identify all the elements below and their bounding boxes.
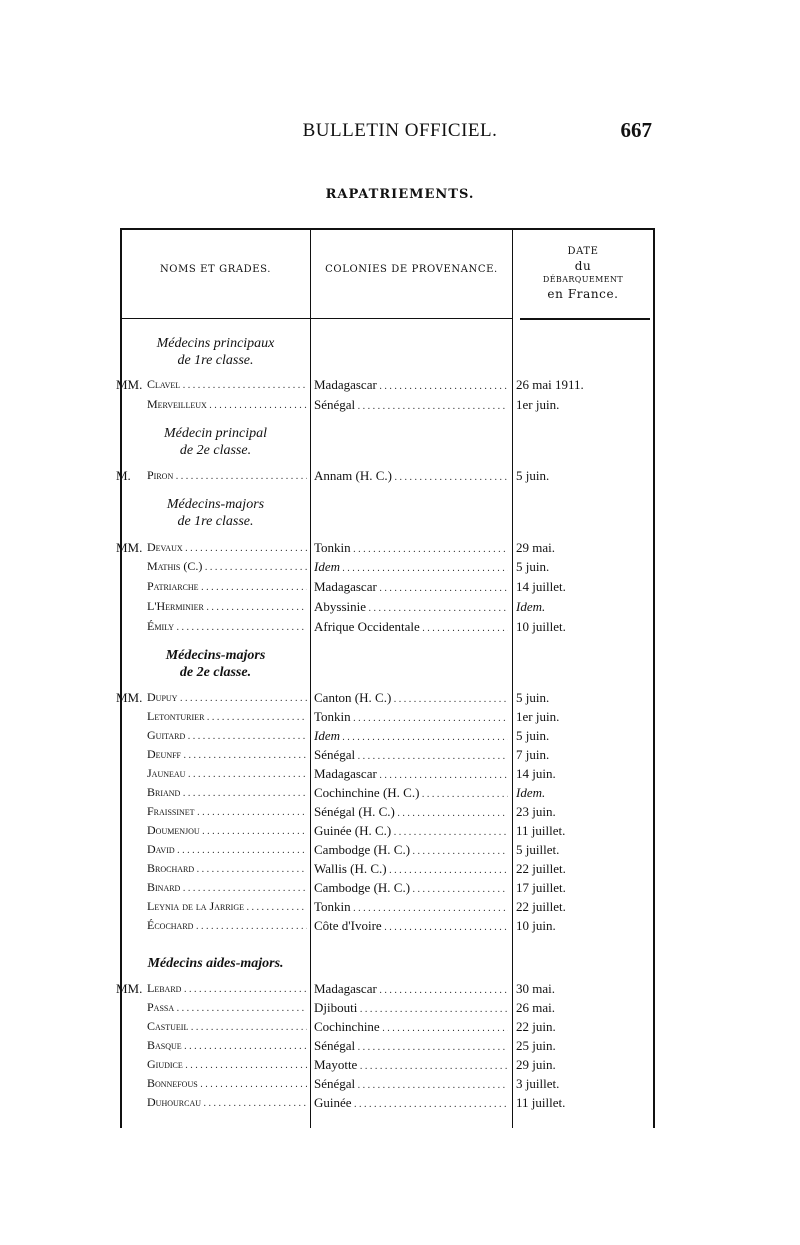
row-colony: Sénégal . . . bbox=[314, 1036, 508, 1055]
row-date: 10 juillet. bbox=[516, 619, 566, 634]
row-colony: Cambodge (H. C.) . . . bbox=[314, 840, 508, 859]
row-prefix bbox=[116, 916, 146, 935]
row-date: 22 juin. bbox=[516, 1019, 556, 1034]
row-date: 22 juillet. bbox=[516, 899, 566, 914]
group-title-line1: Médecins-majors bbox=[166, 497, 265, 512]
row-date: 30 mai. bbox=[516, 981, 555, 996]
row-prefix: MM. bbox=[116, 690, 143, 705]
group-title bbox=[121, 955, 310, 972]
row-name: Patriarche . . . bbox=[147, 577, 307, 596]
row-date: 29 juin. bbox=[516, 1057, 556, 1072]
section-title: RAPATRIEMENTS. bbox=[325, 187, 475, 202]
row-date: 17 juillet. bbox=[516, 880, 566, 895]
row-name: Devaux . . . bbox=[147, 538, 307, 557]
row-prefix bbox=[116, 395, 146, 414]
row-name: Mathis (C.) . . . bbox=[147, 557, 307, 576]
row-colony: Tonkin . . . bbox=[314, 707, 508, 726]
row-name: Dupuy . . . bbox=[147, 688, 307, 707]
row-name: Guitard . . . bbox=[147, 726, 307, 745]
row-colony: Afrique Occidentale . . . bbox=[314, 617, 508, 636]
table-row bbox=[0, 745, 800, 764]
header-underline-2 bbox=[311, 318, 512, 319]
date-header-line2: du bbox=[574, 259, 592, 273]
row-name: Binard . . . bbox=[147, 878, 307, 897]
row-date: 5 juin. bbox=[516, 728, 550, 743]
row-date: 14 juillet. bbox=[516, 579, 566, 594]
row-colony: Idem . . . bbox=[314, 557, 508, 576]
row-colony: Canton (H. C.) . . . bbox=[314, 688, 508, 707]
table-row bbox=[0, 557, 800, 576]
row-date: 25 juin. bbox=[516, 1038, 556, 1053]
date-header-line4: en France. bbox=[547, 287, 619, 301]
row-date: 10 juin. bbox=[516, 918, 556, 933]
row-prefix bbox=[116, 577, 146, 596]
group-title-line1: Médecin principal bbox=[163, 426, 268, 441]
group-title bbox=[121, 647, 310, 681]
row-name: Basque . . . bbox=[147, 1036, 307, 1055]
table-row bbox=[0, 707, 800, 726]
row-date: 23 juin. bbox=[516, 804, 556, 819]
row-date: 5 juin. bbox=[516, 559, 550, 574]
row-prefix bbox=[116, 557, 146, 576]
row-prefix: MM. bbox=[116, 377, 143, 392]
row-name: Duhourcau . . . bbox=[147, 1093, 307, 1112]
table-row bbox=[0, 726, 800, 745]
group-title-line2: de 2e classe. bbox=[179, 443, 252, 458]
table-row bbox=[0, 617, 800, 636]
row-colony: Côte d'Ivoire . . . bbox=[314, 916, 508, 935]
row-colony: Djibouti . . . bbox=[314, 998, 508, 1017]
group-title-line2: de 1re classe. bbox=[177, 514, 254, 529]
row-date: 5 juin. bbox=[516, 690, 550, 705]
row-colony: Sénégal . . . bbox=[314, 745, 508, 764]
row-name: Fraissinet . . . bbox=[147, 802, 307, 821]
group-title-line1: Médecins aides-majors. bbox=[147, 956, 284, 971]
row-date: 1er juin. bbox=[516, 709, 560, 724]
row-colony: Madagascar . . . bbox=[314, 979, 508, 998]
row-colony: Guinée . . . bbox=[314, 1093, 508, 1112]
running-header-title: BULLETIN OFFICIEL. bbox=[302, 120, 498, 141]
table-row bbox=[0, 395, 800, 414]
group-title bbox=[121, 335, 310, 369]
row-colony: Abyssinie . . . bbox=[314, 597, 508, 616]
row-prefix: M. bbox=[116, 468, 131, 483]
table-row bbox=[0, 979, 800, 998]
table-row bbox=[0, 916, 800, 935]
row-colony: Mayotte . . . bbox=[314, 1055, 508, 1074]
row-colony: Cochinchine (H. C.) . . . bbox=[314, 783, 508, 802]
table-row bbox=[0, 764, 800, 783]
row-colony: Madagascar . . . bbox=[314, 764, 508, 783]
group-title-line1: Médecins principaux bbox=[156, 336, 275, 351]
row-prefix bbox=[116, 726, 146, 745]
row-colony: Sénégal . . . bbox=[314, 395, 508, 414]
row-name: Lebard . . . bbox=[147, 979, 307, 998]
row-name: Passa . . . bbox=[147, 998, 307, 1017]
table-row bbox=[0, 998, 800, 1017]
row-date: 5 juin. bbox=[516, 468, 550, 483]
row-date: 1er juin. bbox=[516, 397, 560, 412]
table-top-rule bbox=[120, 228, 655, 230]
row-prefix bbox=[116, 998, 146, 1017]
row-date: 26 mai. bbox=[516, 1000, 555, 1015]
row-name: David . . . bbox=[147, 840, 307, 859]
row-colony: Tonkin . . . bbox=[314, 897, 508, 916]
table-row bbox=[0, 859, 800, 878]
row-prefix bbox=[116, 840, 146, 859]
header-underline-1 bbox=[121, 318, 310, 319]
row-date: 11 juillet. bbox=[516, 823, 566, 838]
table-row bbox=[0, 1036, 800, 1055]
row-name: Brochard . . . bbox=[147, 859, 307, 878]
row-colony: Sénégal . . . bbox=[314, 1074, 508, 1093]
table-row bbox=[0, 538, 800, 557]
table-row bbox=[0, 688, 800, 707]
row-date: 11 juillet. bbox=[516, 1095, 566, 1110]
row-name: Letonturier . . . bbox=[147, 707, 307, 726]
row-name: Piron . . . bbox=[147, 466, 307, 485]
row-date: 7 juin. bbox=[516, 747, 550, 762]
row-name: Jauneau . . . bbox=[147, 764, 307, 783]
table-row bbox=[0, 1093, 800, 1112]
date-header-line1: DATE bbox=[567, 246, 599, 257]
group-title-line1: Médecins-majors bbox=[165, 648, 266, 663]
row-date: 14 juin. bbox=[516, 766, 556, 781]
date-header-line3: DÉBARQUEMENT bbox=[542, 275, 624, 284]
row-date: 26 mai 1911. bbox=[516, 377, 584, 392]
row-colony: Madagascar . . . bbox=[314, 577, 508, 596]
table-row bbox=[0, 375, 800, 394]
table-row bbox=[0, 897, 800, 916]
table-row bbox=[0, 1074, 800, 1093]
row-name: Bonnefous . . . bbox=[147, 1074, 307, 1093]
row-prefix bbox=[116, 897, 146, 916]
table-row bbox=[0, 597, 800, 616]
row-date: Idem. bbox=[516, 785, 546, 800]
column-header-names: NOMS ET GRADES. bbox=[159, 264, 272, 275]
row-name: Briand . . . bbox=[147, 783, 307, 802]
row-name: Giudice . . . bbox=[147, 1055, 307, 1074]
row-prefix bbox=[116, 802, 146, 821]
row-colony: Sénégal (H. C.) . . . bbox=[314, 802, 508, 821]
row-prefix bbox=[116, 1017, 146, 1036]
header-underline-3 bbox=[520, 318, 650, 320]
row-colony: Madagascar . . . bbox=[314, 375, 508, 394]
table-row bbox=[0, 1055, 800, 1074]
row-name: Clavel . . . bbox=[147, 375, 307, 394]
column-header-colonies: COLONIES DE PROVENANCE. bbox=[325, 264, 498, 275]
row-date: Idem. bbox=[516, 599, 546, 614]
table-row bbox=[0, 802, 800, 821]
row-name: Merveilleux . . . bbox=[147, 395, 307, 414]
table-row bbox=[0, 1017, 800, 1036]
row-name: Leynia de la Jarrige . . . bbox=[147, 897, 307, 916]
row-prefix bbox=[116, 1074, 146, 1093]
row-colony: Guinée (H. C.) . . . bbox=[314, 821, 508, 840]
group-title bbox=[121, 496, 310, 530]
row-prefix: MM. bbox=[116, 540, 143, 555]
row-name: Émily . . . bbox=[147, 617, 307, 636]
row-prefix bbox=[116, 764, 146, 783]
row-name: L'Herminier . . . bbox=[147, 597, 307, 616]
group-title bbox=[121, 425, 310, 459]
row-colony: Idem . . . bbox=[314, 726, 508, 745]
row-name: Doumenjou . . . bbox=[147, 821, 307, 840]
row-colony: Cochinchine . . . bbox=[314, 1017, 508, 1036]
group-title-line2: de 2e classe. bbox=[179, 665, 252, 680]
table-row bbox=[0, 466, 800, 485]
table-row bbox=[0, 821, 800, 840]
row-prefix bbox=[116, 745, 146, 764]
row-date: 22 juillet. bbox=[516, 861, 566, 876]
row-prefix: MM. bbox=[116, 981, 143, 996]
row-name: Écochard . . . bbox=[147, 916, 307, 935]
page-number: 667 bbox=[620, 118, 652, 142]
row-prefix bbox=[116, 859, 146, 878]
table-row bbox=[0, 878, 800, 897]
column-header-date bbox=[513, 245, 653, 301]
row-colony: Wallis (H. C.) . . . bbox=[314, 859, 508, 878]
row-prefix bbox=[116, 597, 146, 616]
row-prefix bbox=[116, 783, 146, 802]
row-name: Castueil . . . bbox=[147, 1017, 307, 1036]
row-prefix bbox=[116, 821, 146, 840]
group-title-line2: de 1re classe. bbox=[177, 353, 254, 368]
row-date: 3 juillet. bbox=[516, 1076, 560, 1091]
row-date: 5 juillet. bbox=[516, 842, 560, 857]
row-date: 29 mai. bbox=[516, 540, 555, 555]
row-name: Deunff . . . bbox=[147, 745, 307, 764]
row-colony: Tonkin . . . bbox=[314, 538, 508, 557]
row-prefix bbox=[116, 1093, 146, 1112]
row-prefix bbox=[116, 1036, 146, 1055]
row-colony: Annam (H. C.) . . . bbox=[314, 466, 508, 485]
row-prefix bbox=[116, 617, 146, 636]
row-prefix bbox=[116, 707, 146, 726]
row-prefix bbox=[116, 1055, 146, 1074]
table-row bbox=[0, 840, 800, 859]
row-colony: Cambodge (H. C.) . . . bbox=[314, 878, 508, 897]
table-row bbox=[0, 783, 800, 802]
table-row bbox=[0, 577, 800, 596]
row-prefix bbox=[116, 878, 146, 897]
